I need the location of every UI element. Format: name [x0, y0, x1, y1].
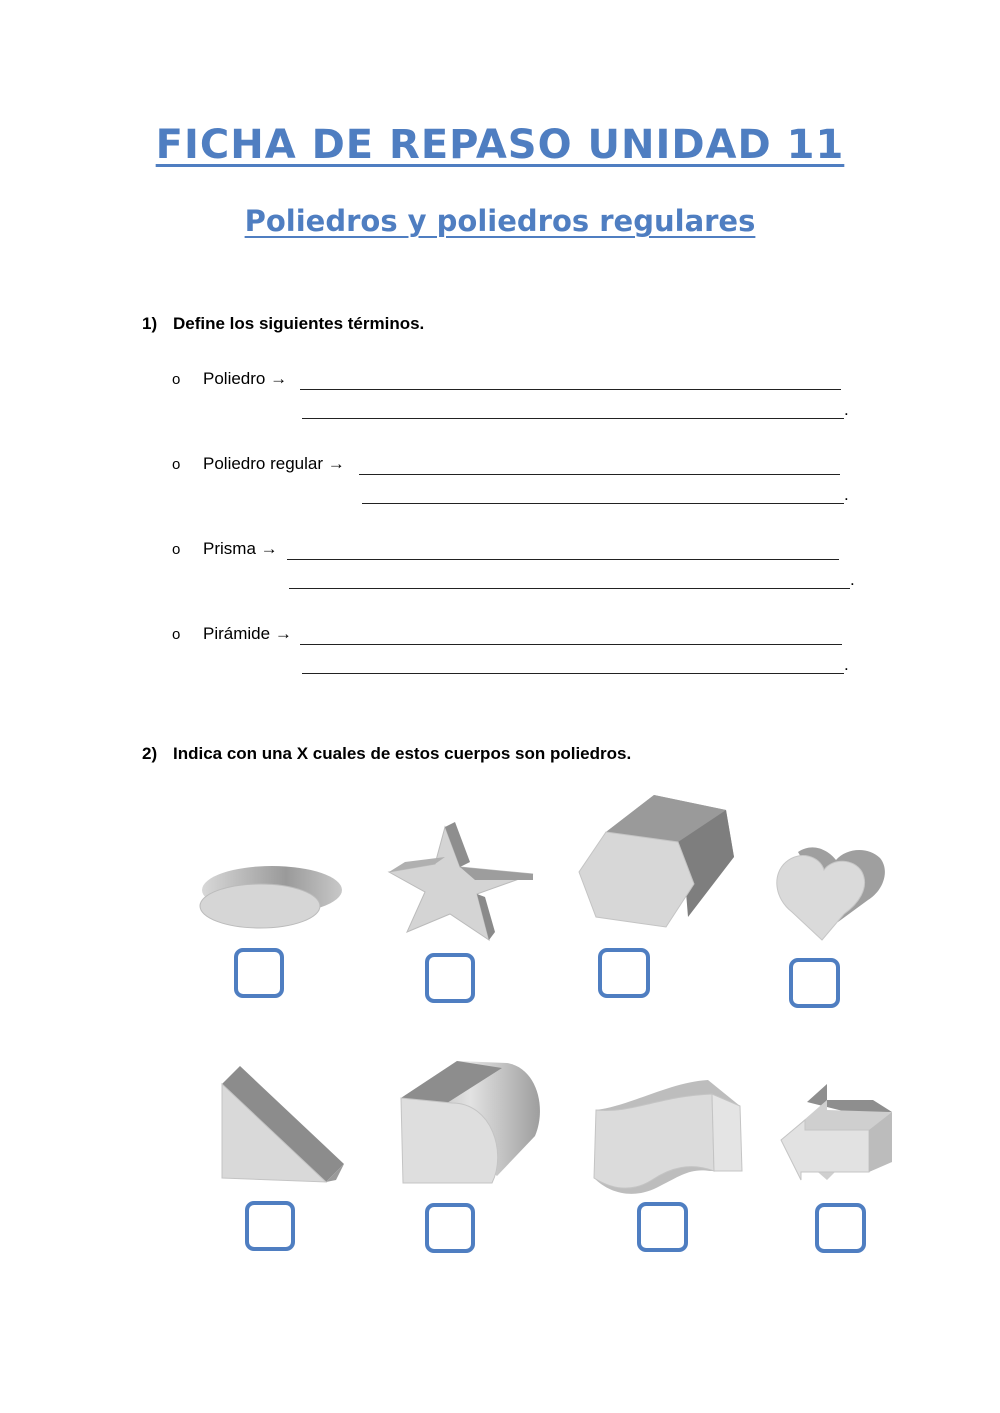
star-prism-icon [385, 822, 535, 947]
rounded-solid-icon [397, 1058, 545, 1188]
answer-line[interactable] [289, 588, 850, 589]
checkbox[interactable] [815, 1203, 866, 1253]
answer-line[interactable] [302, 418, 844, 419]
arrow-icon: → [327, 454, 345, 473]
question-1-text: Define los siguientes términos. [173, 314, 425, 333]
term-label: Poliedro [203, 369, 266, 388]
question-2 [142, 744, 631, 764]
answer-line[interactable] [359, 474, 840, 475]
checkbox[interactable] [598, 948, 650, 998]
term-piramide [203, 624, 292, 644]
term-label: Poliedro regular [203, 454, 324, 473]
checkbox[interactable] [425, 1203, 475, 1253]
triangular-prism-icon [218, 1062, 350, 1197]
bullet-icon: o [172, 371, 181, 388]
question-1 [142, 314, 424, 334]
bullet-icon: o [172, 541, 181, 558]
checkbox[interactable] [425, 953, 475, 1003]
bullet-icon: o [172, 626, 181, 643]
line-end: . [844, 485, 849, 504]
hexagonal-prism-icon [576, 792, 738, 942]
term-prisma [203, 539, 278, 559]
checkbox[interactable] [789, 958, 840, 1008]
answer-line[interactable] [362, 503, 844, 504]
term-label: Pirámide [203, 624, 271, 643]
question-2-text: Indica con una X cuales de estos cuerpos son poliedros. [173, 744, 632, 763]
checkbox[interactable] [637, 1202, 688, 1252]
curved-solid-icon [590, 1076, 745, 1201]
checkbox[interactable] [245, 1201, 295, 1251]
line-end: . [850, 570, 855, 589]
answer-line[interactable] [300, 644, 842, 645]
arrow-icon: → [260, 539, 278, 558]
arrow-icon: → [274, 624, 292, 643]
line-end: . [844, 655, 849, 674]
page-title: FICHA DE REPASO UNIDAD 11 [155, 122, 845, 168]
bullet-icon: o [172, 456, 181, 473]
line-end: . [844, 400, 849, 419]
arrow-icon: → [270, 369, 288, 388]
answer-line[interactable] [287, 559, 839, 560]
answer-line[interactable] [300, 389, 841, 390]
question-2-number: 2) [142, 744, 158, 763]
heart-prism-icon [768, 842, 890, 944]
term-poliedro-regular [203, 454, 345, 474]
term-label: Prisma [203, 539, 256, 558]
checkbox[interactable] [234, 948, 284, 998]
page-subtitle: Poliedros y poliedros regulares [244, 204, 756, 238]
ellipse-disc-icon [190, 850, 350, 940]
arrow-prism-icon [777, 1080, 897, 1185]
answer-line[interactable] [302, 673, 844, 674]
question-1-number: 1) [142, 314, 158, 333]
term-poliedro [203, 369, 287, 389]
